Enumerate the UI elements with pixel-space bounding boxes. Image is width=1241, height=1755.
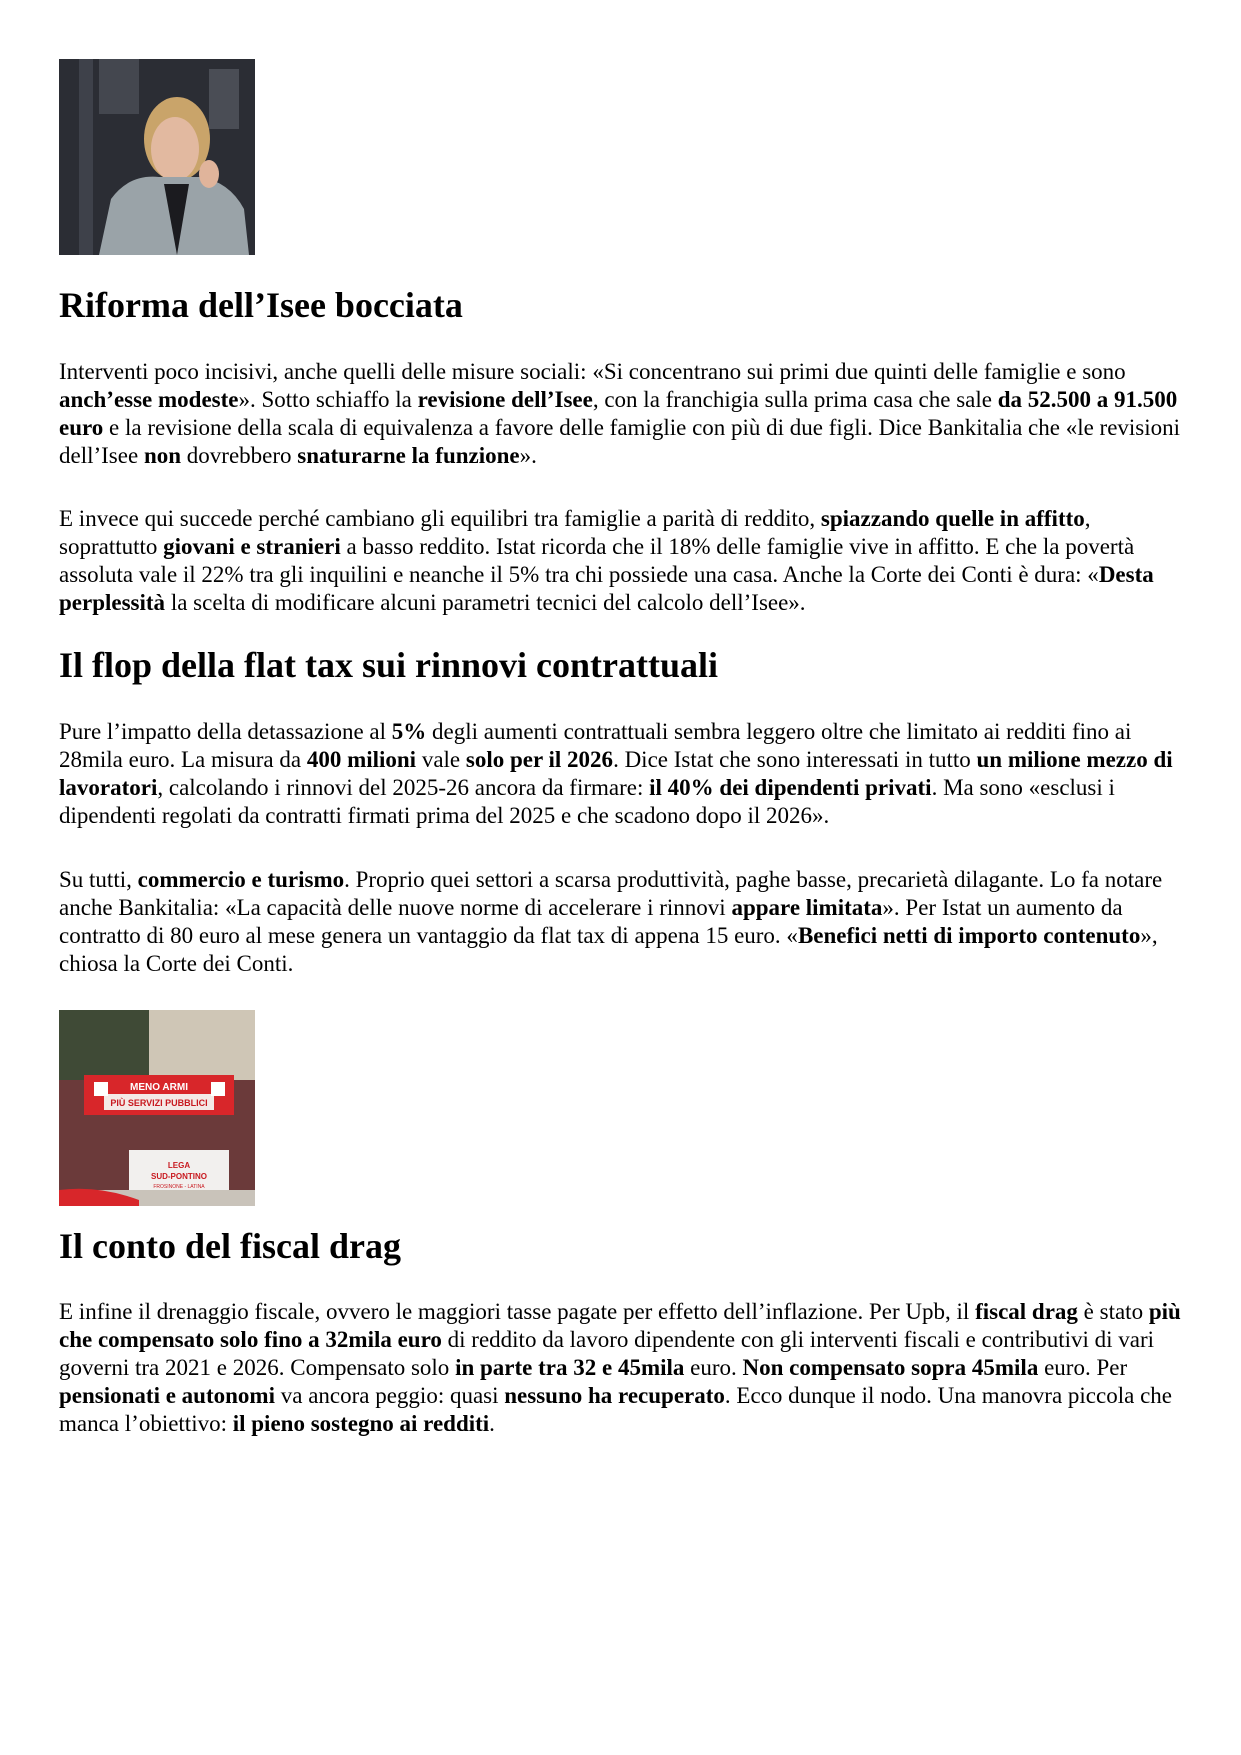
text-run: degli aumenti contrattuali sembra leggero oltre che limitato ai redditi fino ai 28mila euro. La misura da bbox=[59, 719, 1132, 772]
text-run: va ancora peggio: quasi bbox=[274, 1383, 505, 1408]
paragraph-fiscal-drag-1 bbox=[59, 1298, 1189, 1438]
text-run: vale bbox=[416, 747, 466, 772]
text-run: e la revisione della scala di equivalenza a favore delle famiglie con più di due figli. Dice Bankitalia che «le revisioni dell’Isee bbox=[59, 415, 1181, 468]
paragraph-flat-tax-2 bbox=[59, 866, 1189, 978]
text-run: , soprattutto bbox=[59, 506, 1091, 559]
text-run: E invece qui succede perché cambiano gli equilibri tra famiglie a parità di reddito, bbox=[59, 506, 821, 531]
protest-illustration bbox=[59, 1010, 255, 1206]
text-run: a basso reddito. Istat ricorda che il 18% delle famiglie vive in affitto. E che la povertà assoluta vale il 22% tra gli inquilini e neanche il 5% tra chi possiede una casa. Anche la Corte dei Conti è dura: « bbox=[59, 534, 1135, 587]
protest-photo bbox=[59, 1010, 255, 1206]
text-run: . bbox=[489, 1411, 495, 1436]
text-run: euro. Per bbox=[1038, 1355, 1128, 1380]
text-run: », chiosa la Corte dei Conti. bbox=[59, 923, 1158, 976]
text-run: Interventi poco incisivi, anche quelli delle misure sociali: «Si concentrano sui primi due quinti delle famiglie e sono bbox=[59, 359, 1126, 384]
svg-text:PIÙ SERVIZI PUBBLICI: PIÙ SERVIZI PUBBLICI bbox=[110, 1098, 208, 1108]
paragraph-flat-tax-1 bbox=[59, 718, 1189, 830]
bold-text: appare limitata bbox=[731, 895, 883, 920]
svg-text:SUD-PONTINO: SUD-PONTINO bbox=[151, 1172, 207, 1181]
text-run: dovrebbero bbox=[181, 443, 298, 468]
bold-text: un milione mezzo di lavoratori bbox=[59, 747, 1173, 800]
section-heading-isee: Riforma dell’Isee bocciata bbox=[59, 285, 463, 325]
text-run: E infine il drenaggio fiscale, ovvero le maggiori tasse pagate per effetto dell’inflazione. Per Upb, il bbox=[59, 1299, 976, 1324]
bold-text: commercio e turismo bbox=[137, 867, 345, 892]
text-run: Pure l’impatto della detassazione al bbox=[59, 719, 392, 744]
bold-text: fiscal drag bbox=[975, 1299, 1078, 1324]
text-run: . Ma sono «esclusi i dipendenti regolati da contratti firmati prima del 2025 e che scadono dopo il 2026». bbox=[59, 775, 1115, 828]
portrait-photo bbox=[59, 59, 255, 255]
text-run: la scelta di modificare alcuni parametri tecnici del calcolo dell’Isee». bbox=[165, 590, 806, 615]
text-run: euro. bbox=[684, 1355, 743, 1380]
text-run: è stato bbox=[1077, 1299, 1149, 1324]
bold-text: snaturarne la funzione bbox=[297, 443, 520, 468]
text-run: . Ecco dunque il nodo. Una manovra piccola che manca l’obiettivo: bbox=[59, 1383, 1172, 1436]
bold-text: giovani e stranieri bbox=[163, 534, 341, 559]
bold-text: pensionati e autonomi bbox=[59, 1383, 275, 1408]
text-run: di reddito da lavoro dipendente con gli interventi fiscali e contributivi di vari governi tra 2021 e 2026. Compensato solo bbox=[59, 1327, 1155, 1380]
text-run: . Proprio quei settori a scarsa produttività, paghe basse, precarietà dilagante. Lo fa notare anche Bankitalia: «La capacità delle nuove norme di accelerare i rinnovi bbox=[59, 867, 1163, 920]
svg-text:FROSINONE - LATINA: FROSINONE - LATINA bbox=[153, 1184, 205, 1190]
paragraph-isee-2 bbox=[59, 505, 1189, 617]
bold-text: spiazzando quelle in affitto bbox=[820, 506, 1085, 531]
section-heading-fiscal-drag: Il conto del fiscal drag bbox=[59, 1226, 401, 1266]
bold-text: Benefici netti di importo contenuto bbox=[797, 923, 1141, 948]
portrait-illustration bbox=[59, 59, 255, 255]
bold-text: anch’esse modeste bbox=[59, 387, 239, 412]
bold-text: il 40% dei dipendenti privati bbox=[649, 775, 932, 800]
text-run: , con la franchigia sulla prima casa che sale bbox=[592, 387, 998, 412]
bold-text: in parte tra 32 e 45mila bbox=[455, 1355, 685, 1380]
bold-text: il pieno sostegno ai redditi bbox=[232, 1411, 490, 1436]
text-run: ». Sotto schiaffo la bbox=[238, 387, 418, 412]
text-run: ». Per Istat un aumento da contratto di 80 euro al mese genera un vantaggio da flat tax di appena 15 euro. « bbox=[59, 895, 1123, 948]
bold-text: solo per il 2026 bbox=[465, 747, 614, 772]
text-run: , calcolando i rinnovi del 2025-26 ancora da firmare: bbox=[157, 775, 650, 800]
bold-text: Non compensato sopra 45mila bbox=[742, 1355, 1039, 1380]
bold-text: più che compensato solo fino a 32mila euro bbox=[59, 1299, 1181, 1352]
bold-text: nessuno ha recuperato bbox=[504, 1383, 725, 1408]
bold-text: revisione dell’Isee bbox=[417, 387, 593, 412]
paragraph-isee-1 bbox=[59, 358, 1189, 470]
text-run: ». bbox=[519, 443, 537, 468]
text-run: . Dice Istat che sono interessati in tutto bbox=[613, 747, 977, 772]
bold-text: non bbox=[143, 443, 182, 468]
svg-text:MENO ARMI: MENO ARMI bbox=[130, 1082, 188, 1093]
text-run: Su tutti, bbox=[59, 867, 138, 892]
section-heading-flat-tax: Il flop della flat tax sui rinnovi contrattuali bbox=[59, 645, 719, 685]
bold-text: 400 milioni bbox=[306, 747, 417, 772]
bold-text: 5% bbox=[391, 719, 427, 744]
svg-text:LEGA: LEGA bbox=[167, 1161, 191, 1170]
bold-text: da 52.500 a 91.500 euro bbox=[59, 387, 1178, 440]
bold-text: Desta perplessità bbox=[59, 562, 1154, 615]
